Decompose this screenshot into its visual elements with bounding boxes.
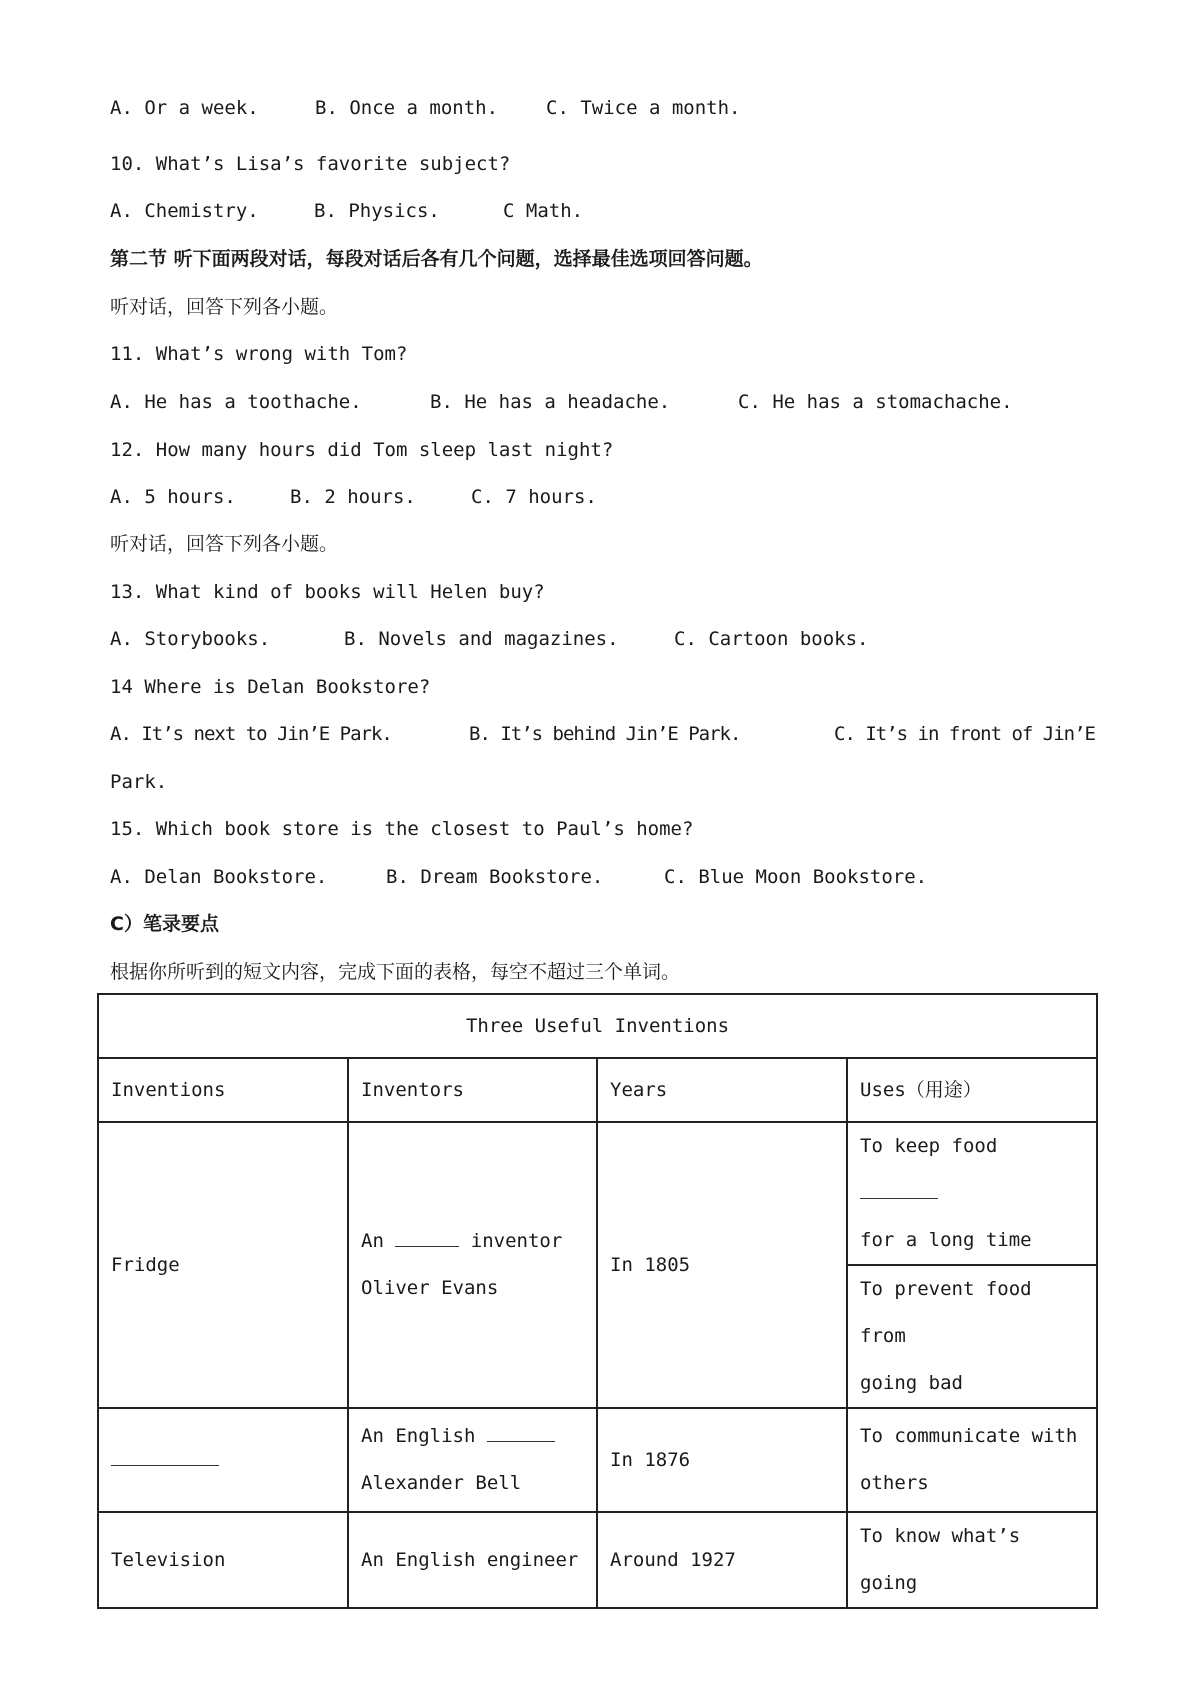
table-row xyxy=(98,1512,1097,1608)
cell-year: Around 1927 xyxy=(597,1512,847,1608)
option-c: C. Twice a month. xyxy=(546,97,741,119)
inventions-table xyxy=(97,993,1098,1609)
answer-blank[interactable] xyxy=(111,1443,219,1466)
table-header-row xyxy=(98,1058,1097,1122)
option-a: A. 5 hours. xyxy=(110,486,236,508)
option-a: A. Storybooks. xyxy=(110,628,271,650)
header-inventors: Inventors xyxy=(348,1058,597,1122)
answer-blank[interactable] xyxy=(860,1176,938,1199)
q12-text: 12. How many hours did Tom sleep last night? xyxy=(110,439,614,461)
section-2-instruction-2: 听对话，回答下列各小题。 xyxy=(110,533,339,555)
header-inventions: Inventions xyxy=(98,1058,348,1122)
option-b: B. Dream Bookstore. xyxy=(386,866,604,888)
q14-option-c-continuation: Park. xyxy=(110,771,168,793)
cell-year: In 1876 xyxy=(597,1408,847,1512)
cell-use: To keep food for a long time xyxy=(847,1122,1097,1265)
section-c-heading: C）笔录要点 xyxy=(110,913,219,935)
option-c: C. Cartoon books. xyxy=(674,628,869,650)
inventor-line-1: An inventor xyxy=(361,1218,584,1265)
option-c: C. Blue Moon Bookstore. xyxy=(664,866,928,888)
q11-text: 11. What’s wrong with Tom? xyxy=(110,343,408,365)
option-a: A. Chemistry. xyxy=(110,200,259,222)
option-a: A. Delan Bookstore. xyxy=(110,866,328,888)
option-c: C. It’s in front of Jin’E xyxy=(834,723,1095,745)
q13-text: 13. What kind of books will Helen buy? xyxy=(110,581,545,603)
table-title-row xyxy=(98,994,1097,1058)
option-a: A. Or a week. xyxy=(110,97,259,119)
inventor-line-2: Oliver Evans xyxy=(361,1277,499,1299)
section-2-instruction-1: 听对话，回答下列各小题。 xyxy=(110,296,339,318)
cell-invention xyxy=(98,1408,348,1512)
option-c: C. 7 hours. xyxy=(471,486,597,508)
option-c: C. He has a stomachache. xyxy=(738,391,1013,413)
option-b: B. Once a month. xyxy=(315,97,499,119)
header-years: Years xyxy=(597,1058,847,1122)
cell-inventor xyxy=(348,1122,597,1408)
table-row xyxy=(98,1122,1097,1265)
cell-inventor: An English Alexander Bell xyxy=(348,1408,597,1512)
cell-use: To communicate with others xyxy=(847,1408,1097,1512)
cell-invention: Television xyxy=(98,1512,348,1608)
cell-use: To prevent food from going bad xyxy=(847,1265,1097,1408)
option-b: B. It’s behind Jin’E Park. xyxy=(469,723,741,745)
header-uses: Uses（用途） xyxy=(847,1058,1097,1122)
option-c: C Math. xyxy=(503,200,584,222)
cell-year: In 1805 xyxy=(597,1122,847,1408)
option-b: B. 2 hours. xyxy=(290,486,416,508)
q14-text: 14 Where is Delan Bookstore? xyxy=(110,676,431,698)
option-a: A. He has a toothache. xyxy=(110,391,362,413)
answer-blank[interactable] xyxy=(487,1419,555,1442)
answer-blank[interactable] xyxy=(395,1224,459,1247)
option-b: B. He has a headache. xyxy=(430,391,671,413)
table-row xyxy=(98,1408,1097,1512)
cell-inventor: An English engineer xyxy=(348,1512,597,1608)
q15-text: 15. Which book store is the closest to Paul’s home? xyxy=(110,818,694,840)
option-b: B. Physics. xyxy=(314,200,440,222)
cell-invention: Fridge xyxy=(98,1122,348,1408)
section-2-heading: 第二节 听下面两段对话，每段对话后各有几个问题，选择最佳选项回答问题。 xyxy=(110,248,763,270)
table-title: Three Useful Inventions xyxy=(98,994,1097,1058)
option-b: B. Novels and magazines. xyxy=(344,628,619,650)
option-a: A. It’s next to Jin’E Park. xyxy=(110,723,392,745)
section-c-instruction: 根据你所听到的短文内容，完成下面的表格，每空不超过三个单词。 xyxy=(110,961,681,983)
q10-text: 10. What’s Lisa’s favorite subject? xyxy=(110,153,511,175)
cell-use: To know what’s going xyxy=(847,1512,1097,1608)
